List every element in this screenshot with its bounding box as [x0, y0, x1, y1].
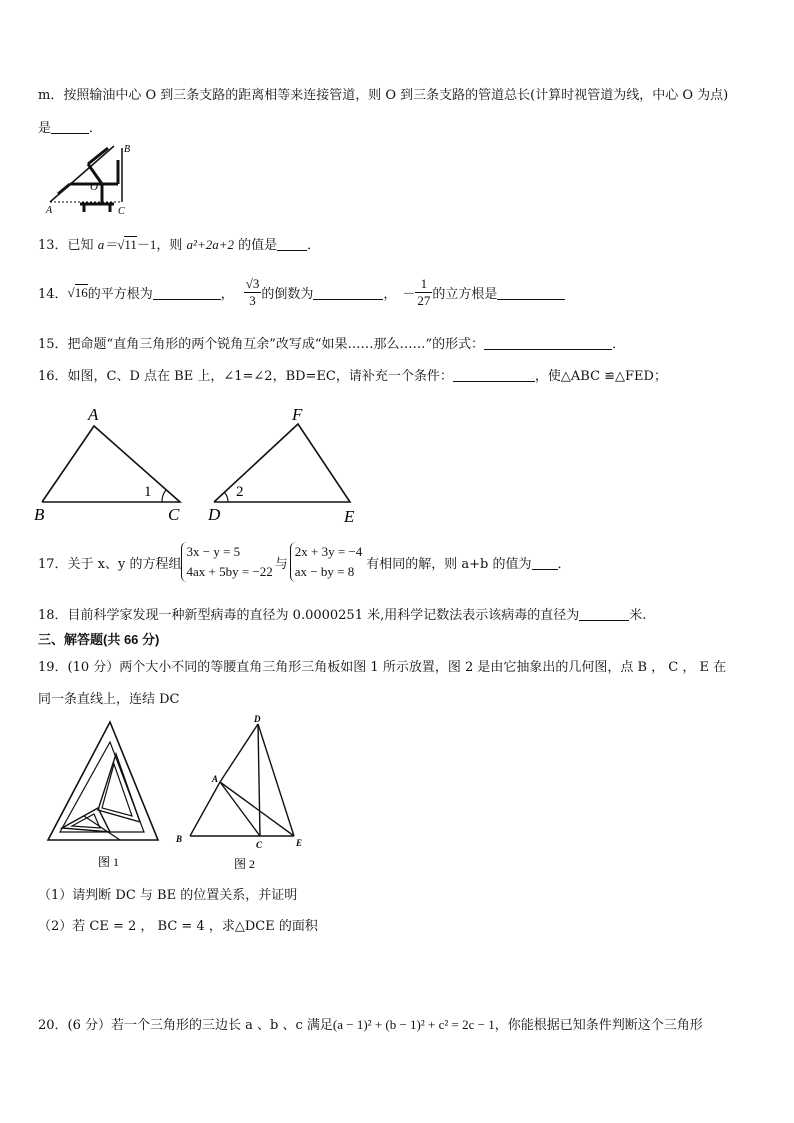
q19-part1: （1）请判断 DC 与 BE 的位置关系，并证明 — [38, 888, 298, 903]
fig2-label-c: C — [256, 840, 263, 850]
q12-answer-blank[interactable] — [51, 119, 89, 134]
fig2-caption: 图 2 — [234, 857, 256, 871]
q16-label-a: A — [88, 405, 99, 424]
q13-answer-blank[interactable] — [277, 236, 307, 251]
q15-answer-blank[interactable] — [484, 335, 612, 350]
q17-answer-blank[interactable] — [532, 555, 558, 570]
fig2-label-a: A — [212, 774, 219, 784]
q19-part2: （2）若 CE = 2 ， BC = 4 ，求△DCE 的面积 — [38, 919, 318, 934]
fig2-label-e: E — [296, 838, 303, 848]
q12-label-c: C — [118, 206, 125, 217]
q16-angle-1: 1 — [144, 484, 152, 500]
q19-line2: 同一条直线上，连结 DC — [38, 692, 180, 707]
q17-system-2: 2x + 3y = −4 ax − by = 8 — [290, 542, 363, 582]
q19-figure-1 — [40, 716, 170, 876]
sqrt-sign: √ — [117, 237, 125, 252]
q20-equation: (a − 1)² + (b − 1)² + c² = 2c − 1 — [332, 1017, 495, 1032]
q17: 17．关于 x、y 的方程组 3x − y = 5 4ax + 5by = −22 与 2x + 3y = −4 ax − by = 8 有相同的解，则 a+b 的值为 ． — [38, 542, 571, 582]
q14-blank-2[interactable] — [313, 285, 383, 300]
q16-label-e: E — [344, 507, 355, 526]
fig2-label-b: B — [176, 834, 183, 844]
q16: 16．如图，C、D 点在 BE 上，∠1=∠2，BD=EC，请补充一个条件： ，使△ABC ≌△FED； — [38, 369, 667, 384]
q15: 15．把命题“直角三角形的两个锐角互余”改写成“如果……那么……”的形式： ． — [38, 337, 626, 352]
q12-label-o: O — [90, 181, 98, 193]
q20: 20．(6 分）若一个三角形的三边长 a 、b 、c 满足(a − 1)² + (b − 1)² + c² = 2c − 1，你能根据已知条件判断这个三角形 — [38, 1017, 703, 1033]
q16-angle-2: 2 — [236, 484, 244, 500]
q16-label-b: B — [34, 505, 45, 524]
q18: 18．目前科学家发现一种新型病毒的直径为 0.0000251 米,用科学记数法表示该病毒的直径为 米. — [38, 608, 647, 623]
q19-line1: 19．(10 分）两个大小不同的等腰直角三角形三角板如图 1 所示放置，图 2 是由它抽象出的几何图，点 B ， C ， E 在 — [38, 660, 727, 675]
q18-answer-blank[interactable] — [579, 606, 629, 621]
section-title: 三、解答题(共 66 分) — [38, 632, 160, 647]
q16-answer-blank[interactable] — [453, 367, 535, 382]
fig1-caption: 图 1 — [98, 855, 120, 869]
q14-blank-3[interactable] — [497, 285, 565, 300]
q16-label-c: C — [168, 505, 180, 524]
q12-label-b: B — [124, 144, 131, 155]
q19-figure-2 — [172, 712, 312, 876]
q12-label-a: A — [46, 205, 53, 216]
q12-pipeline-figure — [44, 140, 136, 220]
q14: 14． √ 16 的平方根为 ， $\frac{√3}{3}$ 的倒数为 ， － $\frac{1}{27}$ 的立方根是 — [38, 276, 565, 309]
q16-triangles-figure — [30, 398, 370, 530]
q12-prefix: 是 — [38, 121, 52, 136]
fig2-label-d: D — [254, 714, 261, 724]
q13: 13．已知 a＝√11－1，则 a²+2a+2 的值是 ． — [38, 237, 321, 253]
q16-label-d: D — [208, 505, 221, 524]
q16-label-f: F — [292, 405, 303, 424]
q17-system-1: 3x − y = 5 4ax + 5by = −22 — [181, 542, 272, 582]
q12-line1: m．按照输油中心 O 到三条支路的距离相等来连接管道，则 O 到三条支路的管道总长(计算时视管道为线，中心 O 为点) — [38, 88, 729, 103]
q14-blank-1[interactable] — [153, 285, 221, 300]
q12-line2: 是 ． — [38, 121, 103, 136]
